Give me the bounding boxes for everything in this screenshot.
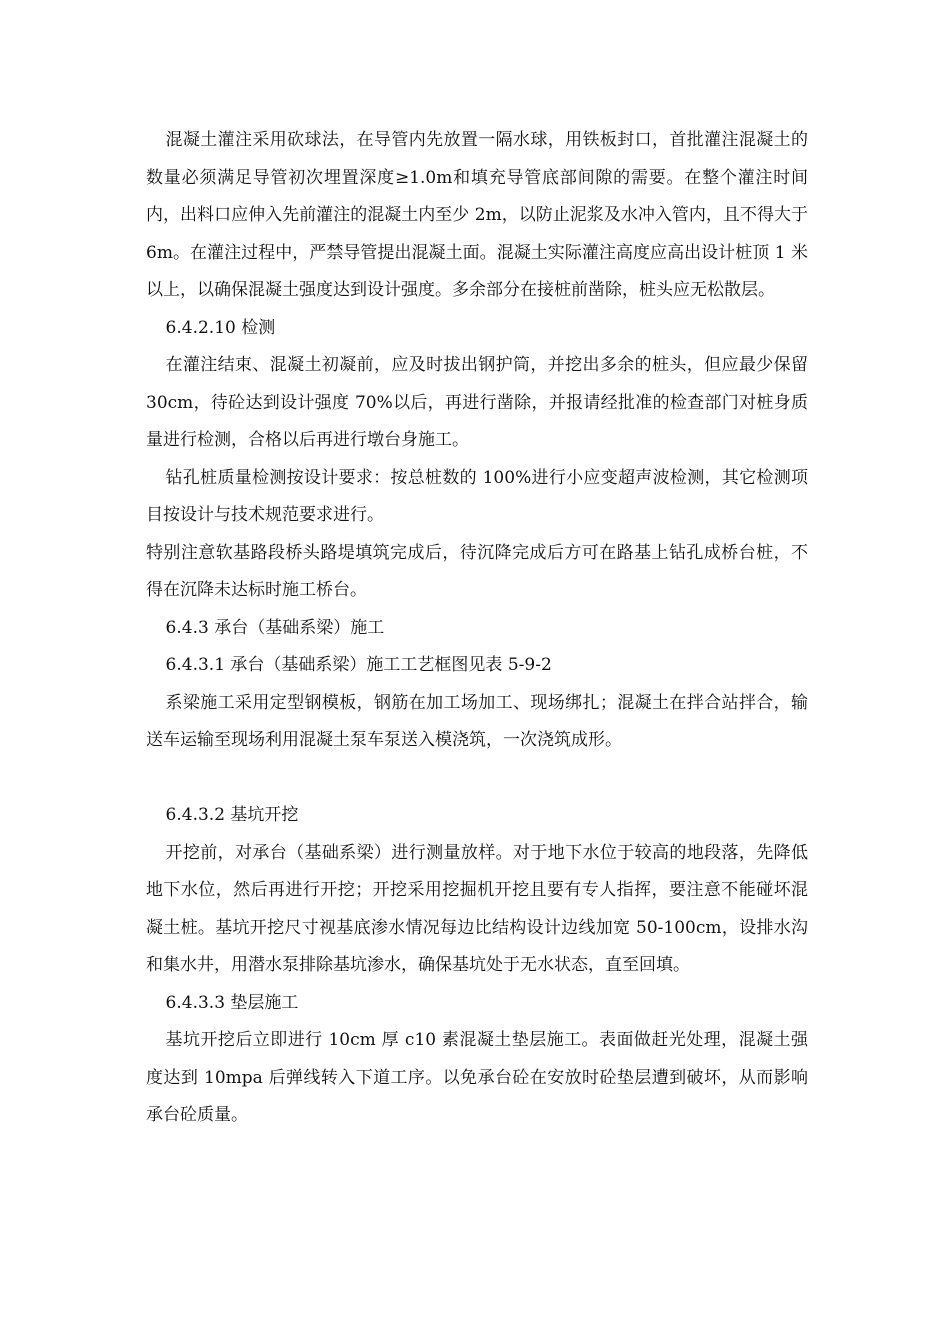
heading-6-4-2-10: 6.4.2.10 检测 [165, 317, 276, 338]
blank-line [146, 760, 808, 798]
paragraph-excavation: 开挖前，对承台（基础系梁）进行测量放样。对于地下水位于较高的地段落，先降低地下水位，然后再进行开挖；开挖采用挖掘机开挖且要有专人指挥，要注意不能碰坏混凝土桩。基坑开挖尺寸视基底渗水情况每边比结构设计边线加宽 50-100cm，设排水沟和集水井，用潜水泵排除基坑渗水，确保基坑处于无水状态，直至回填。 [146, 842, 808, 975]
heading-6-4-3-2: 6.4.3.2 基坑开挖 [165, 805, 299, 825]
paragraph-tie-beam-construction: 系梁施工采用定型钢模板，钢筋在加工场加工、现场绑扎；混凝土在拌合站拌合，输送车运输至现场利用混凝土泵车泵送入模浇筑，一次浇筑成形。 [146, 692, 808, 750]
heading-6-4-3: 6.4.3 承台（基础系梁）施工 [165, 617, 385, 638]
paragraph-quality-inspection: 钻孔桩质量检测按设计要求：按总桩数的 100%进行小应变超声波检测，其它检测项目按设计与技术规范要求进行。 [146, 467, 808, 525]
paragraph-concrete-pouring: 混凝土灌注采用砍球法，在导管内先放置一隔水球，用铁板封口，首批灌注混凝土的数量必须满足导管初次埋置深度≥1.0m和填充导管底部间隙的需要。在整个灌注时间内，出料口应伸入先前灌注的混凝土内至少 2m，以防止泥浆及水冲入管内，且不得大于 6m。在灌注过程中，严禁导管提出混凝土面。混凝土实际灌注高度应高出设计桩顶 1 米以上，以确保混凝土强度达到设计强度。多余部分在接桩前凿除，桩头应无松散层。 [146, 130, 808, 300]
paragraph-testing: 在灌注结束、混凝土初凝前，应及时拔出钢护筒，并挖出多余的桩头，但应最少保留 30cm，待砼达到设计强度 70%以后，再进行凿除，并报请经批准的检查部门对桩身质量进行检测，合格以后再进行墩台身施工。 [146, 355, 808, 450]
heading-6-4-3-3: 6.4.3.3 垫层施工 [165, 992, 299, 1013]
heading-6-4-3-1: 6.4.3.1 承台（基础系梁）施工工艺框图见表 5-9-2 [165, 655, 552, 675]
paragraph-soft-foundation-note: 特别注意软基路段桥头路堤填筑完成后，待沉降完成后方可在路基上钻孔成桥台桩，不得在沉降未达标时施工桥台。 [146, 542, 808, 600]
paragraph-cushion-layer: 基坑开挖后立即进行 10cm 厚 c10 素混凝土垫层施工。表面做赶光处理，混凝土强度达到 10mpa 后弹线转入下道工序。以免承台砼在安放时砼垫层遭到破坏，从而影响承台砼质量。 [146, 1030, 808, 1125]
document-body [146, 122, 808, 1135]
